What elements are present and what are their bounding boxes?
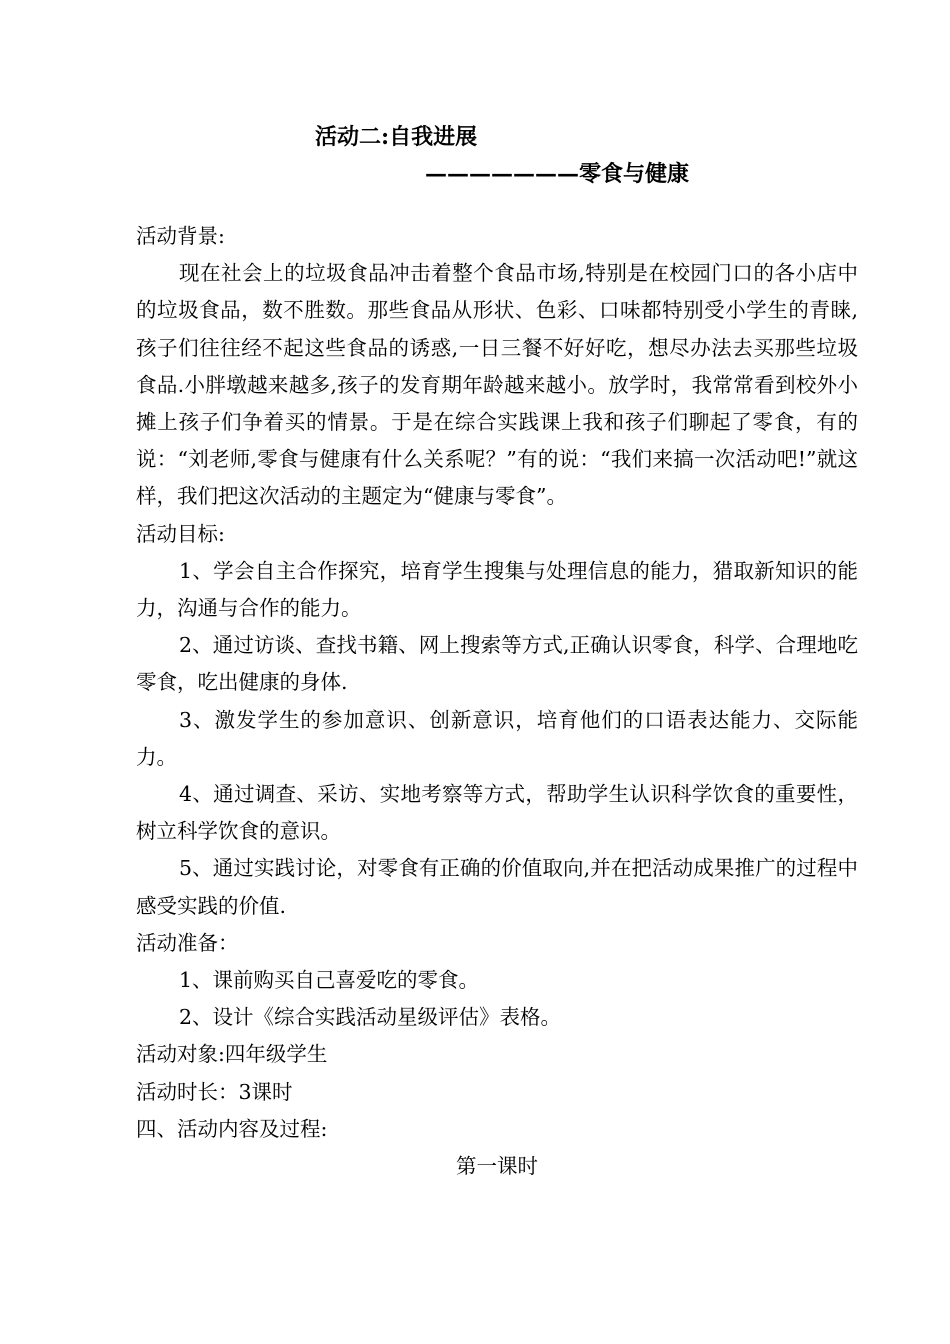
activity-duration: 活动时长：3课时 <box>136 1079 293 1104</box>
process-heading: 四、活动内容及过程: <box>136 1116 328 1141</box>
preparation-item: 1、课前购买自己喜爱吃的零食。 <box>179 968 480 993</box>
document-body <box>136 218 858 1185</box>
goal-item: 2、通过访谈、查找书籍、网上搜索等方式,正确认识零食，科学、合理地吃零食，吃出健康的身体. <box>136 633 858 695</box>
goals-heading: 活动目标: <box>136 521 225 546</box>
document-subtitle: ———————零食与健康 <box>425 161 690 187</box>
preparation-heading: 活动准备： <box>136 930 239 955</box>
goal-item: 1、学会自主合作探究，培育学生搜集与处理信息的能力，猎取新知识的能力，沟通与合作的能力。 <box>136 558 858 621</box>
background-paragraph: 现在社会上的垃圾食品冲击着整个食品市场,特别是在校园门口的各小店中的垃圾食品，数不胜数。那些食品从形状、色彩、口味都特别受小学生的青睐,孩子们往往经不起这些食品的诱惑,一日三餐不好好吃，想尽办法去买那些垃圾食品.小胖墩越来越多,孩子的发育期年龄越来越小。放学时，我常常看到校外小摊上孩子们争着买的情景。于是在综合实践课上我和孩子们聊起了零食，有的说：“刘老师,零食与健康有什么关系呢？”有的说：“我们来搞一次活动吧!”就这样，我们把这次活动的主题定为“健康与零食”。 <box>136 261 858 509</box>
goal-item: 5、通过实践讨论，对零食有正确的价值取向,并在把活动成果推广的过程中感受实践的价值. <box>136 856 858 918</box>
background-heading: 活动背景: <box>136 224 225 248</box>
document-title: 活动二:自我进展 <box>315 124 478 150</box>
goal-item: 3、激发学生的参加意识、创新意识，培育他们的口语表达能力、交际能力。 <box>136 707 858 769</box>
goal-item: 4、通过调查、采访、实地考察等方式，帮助学生认识科学饮食的重要性，树立科学饮食的意识。 <box>136 782 858 844</box>
preparation-item: 2、设计《综合实践活动星级评估》表格。 <box>179 1005 562 1030</box>
lesson-heading: 第一课时 <box>456 1154 538 1179</box>
activity-target: 活动对象:四年级学生 <box>136 1042 328 1067</box>
